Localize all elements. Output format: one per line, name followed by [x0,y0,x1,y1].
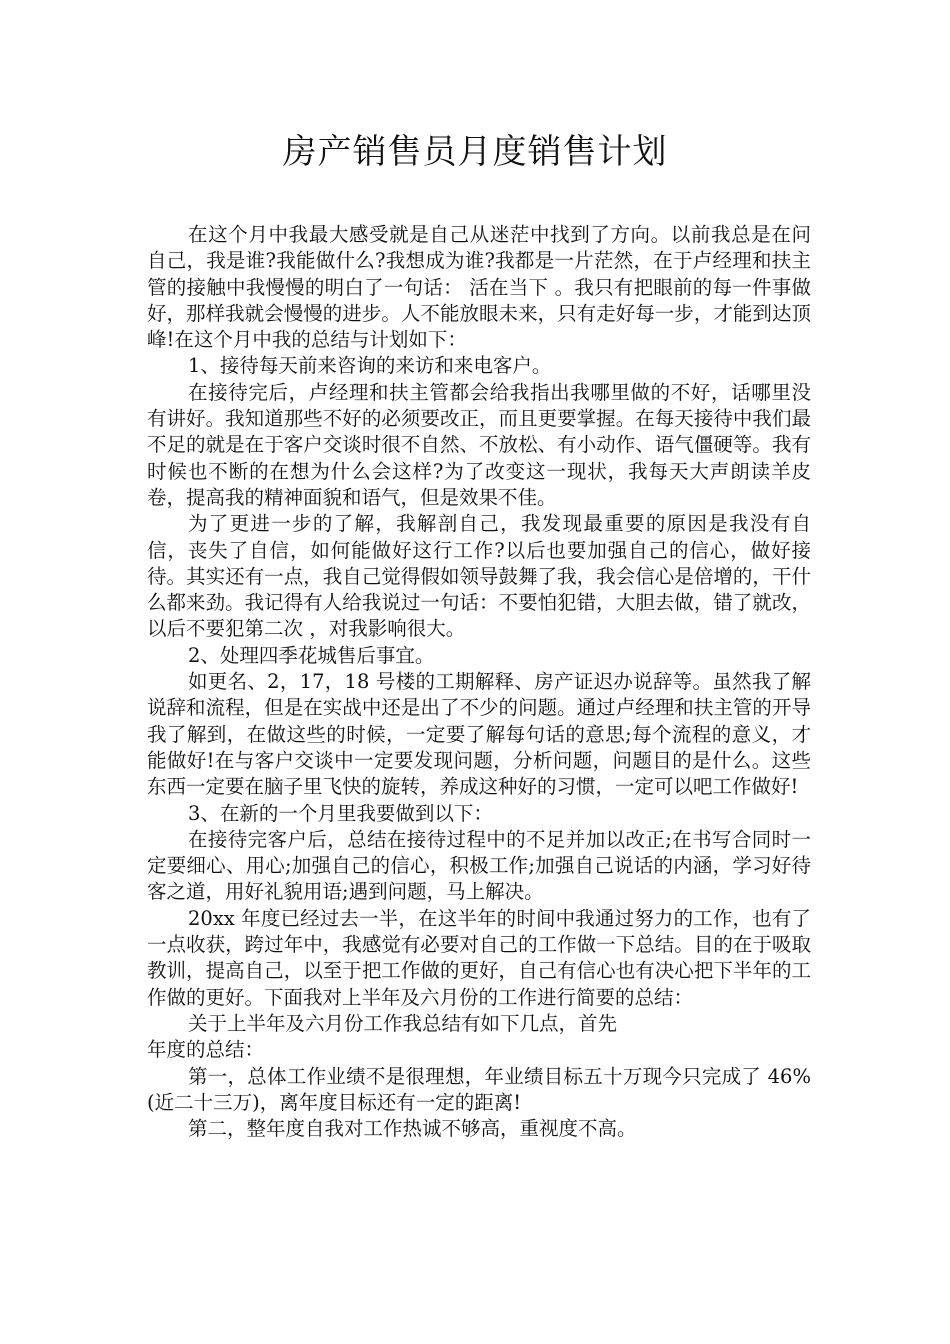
paragraph-reception: 在接待完后，卢经理和扶主管都会给我指出我哪里做的不好，话哪里没有讲好。我知道那些不好的必须要改正，而且更要掌握。在每天接待中我们最不足的就是在于客户交谈时很不自然、不放松、有小动作、语气僵硬等。我有时候也不断的在想为什么会这样?为了改变这一现状，我每天大声朗读羊皮卷，提高我的精神面貌和语气，但是效果不佳。 [147,380,811,509]
heading-item-1: 1、接待每天前来咨询的来访和来电客户。 [188,354,552,378]
paragraph-half-year: 20xx 年度已经过去一半，在这半年的时间中我通过努力的工作，也有了一点收获，跨过年中，我感觉有必要对自己的工作做一下总结。目的在于吸取教训，提高自己，以至于把工作做的更好，自己有信心也有决心把下半年的工作做的更好。下面我对上半年及六月份的工作进行简要的总结： [147,906,811,1009]
paragraph-point-2: 第二，整年度自我对工作热诚不够高，重视度不高。 [188,1117,637,1141]
paragraph-summary-intro: 关于上半年及六月份工作我总结有如下几点，首先 [188,1011,618,1035]
document-body [147,222,811,1142]
paragraph-after-sales: 如更名、2，17，18 号楼的工期解释、房产证迟办说辞等。虽然我了解说辞和流程，但是在实战中还是出了不少的问题。通过卢经理和扶主管的开导我了解到，在做这些的时候，一定要了解每句话的意思;每个流程的意义，才能做好!在与客户交谈中一定要发现问题，分析问题，问题目的是什么。这些东西一定要在脑子里飞快的旋转，养成这种好的习惯，一定可以吧工作做好! [147,670,811,799]
paragraph-intro: 在这个月中我最大感受就是自己从迷茫中找到了方向。以前我总是在问自己，我是谁?我能做什么?我想成为谁?我都是一片茫然，在于卢经理和扶主管的接触中我慢慢的明白了一句话： 活在当下 。我只有把眼前的每一件事做好，那样我就会慢慢的进步。人不能放眼未来，只有走好每一步，才能到达顶峰!在这个月中我的总结与计划如下： [147,223,811,352]
paragraph-confidence: 为了更进一步的了解，我解剖自己，我发现最重要的原因是我没有自信，丧失了自信，如何能做好这行工作?以后也要加强自己的信心，做好接待。其实还有一点，我自己觉得假如领导鼓舞了我，我会信心是倍增的，干什么都来劲。我记得有人给我说过一句话：不要怕犯错，大胆去做，错了就改，以后不要犯第二次 ，对我影响很大。 [147,512,811,641]
document-title: 房产销售员月度销售计划 [282,132,668,172]
heading-item-2: 2、处理四季花城售后事宜。 [188,643,435,667]
paragraph-next-month: 在接待完客户后，总结在接待过程中的不足并加以改正;在书写合同时一定要细心、用心;加强自己的信心，积极工作;加强自己说话的内涵，学习好待客之道，用好礼貌用语;遇到问题，马上解决。 [147,827,811,904]
paragraph-point-1: 第一，总体工作业绩不是很理想，年业绩目标五十万现今只完成了 46%(近二十三万)，离年度目标还有一定的距离! [147,1064,811,1114]
heading-item-3: 3、在新的一个月里我要做到以下： [188,801,493,825]
paragraph-annual-summary: 年度的总结： [147,1038,265,1062]
